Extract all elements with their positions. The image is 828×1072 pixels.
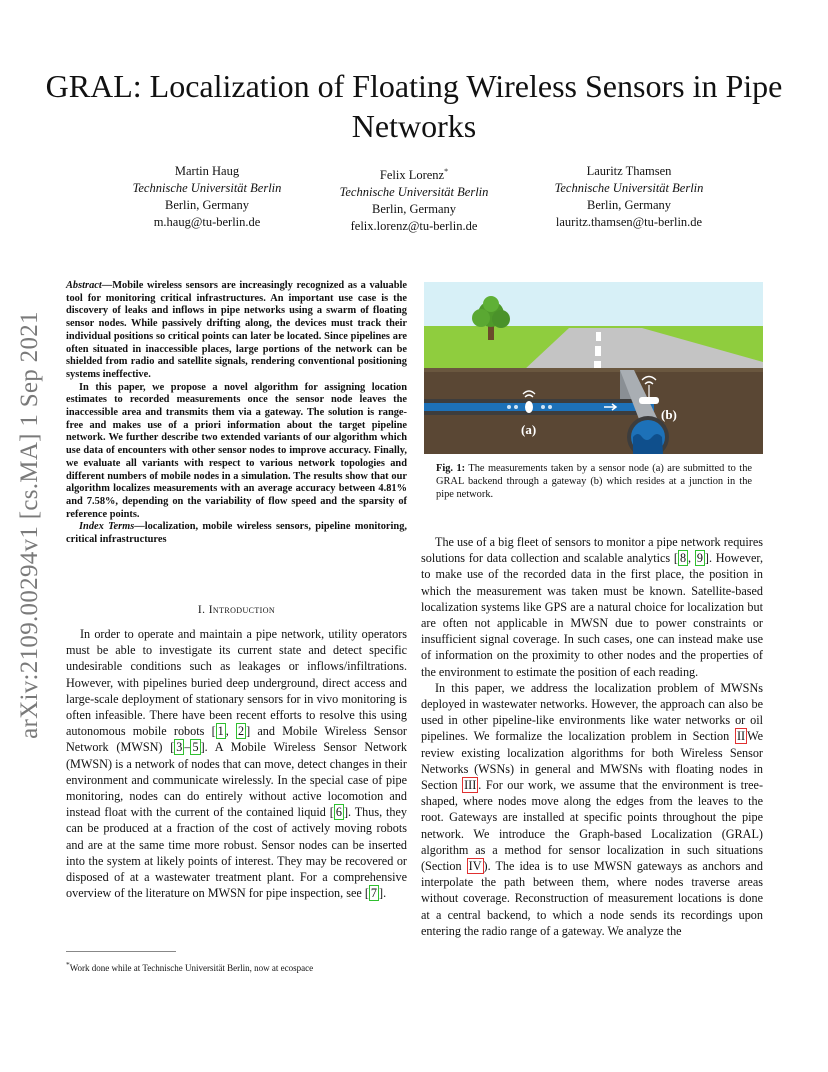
abstract-label: Abstract <box>66 280 102 291</box>
citation-link[interactable]: 8 <box>679 551 687 566</box>
author-name: Lauritz Thamsen <box>586 164 672 178</box>
citation-link[interactable]: 3 <box>176 740 183 755</box>
author-location: Berlin, Germany <box>164 198 249 212</box>
figure-illustration <box>424 282 763 454</box>
abstract <box>66 280 407 547</box>
soil-edge <box>424 368 763 372</box>
citation-link[interactable]: 5 <box>192 740 199 755</box>
author-location: Berlin, Germany <box>586 198 671 212</box>
road-marking <box>596 332 601 341</box>
author-affiliation: Technische Universität Berlin <box>132 181 282 195</box>
footnote-mark: * <box>444 167 449 176</box>
sensor-node-a <box>525 401 533 413</box>
footnote-mark: * <box>66 960 70 969</box>
arxiv-stamp <box>10 290 50 760</box>
abstract-paragraph-2: In this paper, we propose a novel algorithm for assigning location estimates to recorded measurements once the sensor node leaves the inaccessible area and transmits them via a gateway. The solution is range-free and makes use of a priori information about the target pipeline network. We further describe two extended variants of our algorithm which use data of encounters with other sensor nodes to improve accuracy. Finally, we evaluate all variants with respect to various network topologies and different numbers of mobile nodes in a simulation. The results show that our algorithm localizes measurements with an average accuracy between 4.81% and 7.58%, depending on the variability of flow speed and the sparsity of reference points. <box>66 381 407 520</box>
footnote: *Work done while at Technische Universität Berlin, now at ecospace <box>66 960 314 973</box>
author-email[interactable]: lauritz.thamsen@tu-berlin.de <box>555 215 703 229</box>
paper-title: GRAL: Localization of Floating Wireless Sensors in Pipe Networks <box>45 68 783 144</box>
arxiv-stamp-text: arXiv:2109.00294v1 [cs.MA] 1 Sep 2021 <box>16 311 43 739</box>
author-affiliation: Technische Universität Berlin <box>554 181 704 195</box>
citation-link[interactable]: 1 <box>217 724 224 739</box>
figure-caption: Fig. 1: The measurements taken by a sensor node (a) are submitted to the GRAL backend through a gateway (b) which resides at a junction in the pipe network. <box>436 463 752 500</box>
trace-dot <box>507 405 511 409</box>
figure-1 <box>424 282 763 454</box>
author-name: Martin Haug <box>174 164 240 178</box>
trace-dot <box>548 405 552 409</box>
author-3 <box>519 163 739 231</box>
author-2 <box>304 163 524 235</box>
caption-label: Fig. 1: <box>436 463 466 474</box>
trace-dot <box>541 405 545 409</box>
water-flow <box>424 403 654 411</box>
label-a: (a) <box>521 422 537 437</box>
footnote-rule <box>66 951 176 952</box>
author-email[interactable]: felix.lorenz@tu-berlin.de <box>350 219 478 234</box>
section-heading-introduction: I. Introduction <box>197 604 276 616</box>
body-paragraph: The use of a big fleet of sensors to monitor a pipe network requires solutions for data collection and scalable analytics [ 8 , 9 ]. However, to make use of the recorded data in the first place, the position in which the measurement was taken must be known. Satellite-based localization systems like GPS are a natural choice for localization but are often not applicable in MWSN due to power constraints or insufficient signal coverage. In such cases, one can instead make use of information on the proximity to other nodes and the properties of the environment to estimate the position of each reading. <box>421 535 763 679</box>
tree-crown <box>472 309 490 327</box>
author-email[interactable]: m.haug@tu-berlin.de <box>153 215 261 229</box>
section-link[interactable]: IV <box>468 859 482 874</box>
tree-crown <box>483 296 499 312</box>
index-terms: Index Terms—localization, mobile wireless sensors, pipeline monitoring, critical infrastructures <box>66 521 407 546</box>
index-terms-label: Index Terms <box>79 521 135 533</box>
introduction-body <box>66 626 407 901</box>
abstract-paragraph-1: Abstract—Mobile wireless sensors are increasingly recognized as a valuable tool for monitoring critical infrastructures. An important use case is the discovery of leaks and inflows in pipe networks using a swarm of floating sensor nodes. While passively drifting along, the devices must track their individual positions so critical points can later be located. Since pipelines are often situated in inaccessible places, large portions of the network can be shielded from radio and satellite signals, rendering conventional positioning systems ineffective. <box>66 280 407 380</box>
tree-crown <box>492 310 510 328</box>
section-link[interactable]: II <box>736 729 746 744</box>
label-b: (b) <box>661 407 677 422</box>
section-link[interactable]: III <box>464 778 477 793</box>
author-1 <box>97 163 317 231</box>
citation-link[interactable]: 7 <box>370 886 377 901</box>
citation-link[interactable]: 9 <box>696 551 703 566</box>
gateway-device <box>639 397 659 404</box>
road-marking <box>595 346 601 356</box>
intro-paragraph: In order to operate and maintain a pipe network, utility operators must be able to investigate its current state and detect specific undesirable conditions such as leakages or inflows/infiltrations. However, with pipelines buried deep underground, direct access and large-scale deployment of stationary sensors for in vivo monitoring is often infeasible. There have been recent efforts to resolve this using autonomous mobile robots [ 1 , 2 ] and Mobile Wireless Sensor Network (MWSN) [ 3 – 5 ]. A Mobile Wireless Sensor Network (MWSN) is a network of nodes that can move, detect changes in their environment and communicate wirelessly. In the special case of pipe monitoring, nodes can do entirely without active locomotion and instead float with the current of the contained liquid [ 6 ]. Thus, they can be produced at a fraction of the cost of actively moving robots and are at the same time more robust. Sensor nodes can be inserted into the system at likely points of interest. They may be recovered or disposed of at a wastewater treatment plant. For a comprehensive overview of the literature on MWSN for pipe inspection, see [ 7 ]. <box>66 627 408 901</box>
author-affiliation: Technische Universität Berlin <box>339 185 489 200</box>
citation-link[interactable]: 6 <box>335 805 342 820</box>
right-column-body <box>421 534 763 939</box>
author-location: Berlin, Germany <box>371 202 456 217</box>
citation-link[interactable]: 2 <box>238 724 245 739</box>
body-paragraph: In this paper, we address the localization problem of MWSNs deployed in wastewater networks. However, the approach can also be used in other pipeline-like environments like water networks or oil pipelines. We formalize the localization problem in Section II We review existing localization algorithms for both Wireless Sensor Networks (WSNs) in general and MWSNs with floating nodes in Section III . For our work, we assume that the environment is tree-shaped, where nodes move along the edges from the leaves to the root. Gateways are installed at specific points throughout the pipe network. We introduce the Graph-based Localization (GRAL) algorithm as a method for sensor localization in such situations (Section IV ). The idea is to use MWSN gateways as anchors and interpolate the path between them, where nodes traverse areas without coverage. Reconstruction of measurement locations is done at a central backend, to which a node sends its recordings upon entering the radio range of a gateway. We analyze the <box>421 680 763 938</box>
author-name: Felix Lorenz* <box>379 167 449 183</box>
trace-dot <box>514 405 518 409</box>
